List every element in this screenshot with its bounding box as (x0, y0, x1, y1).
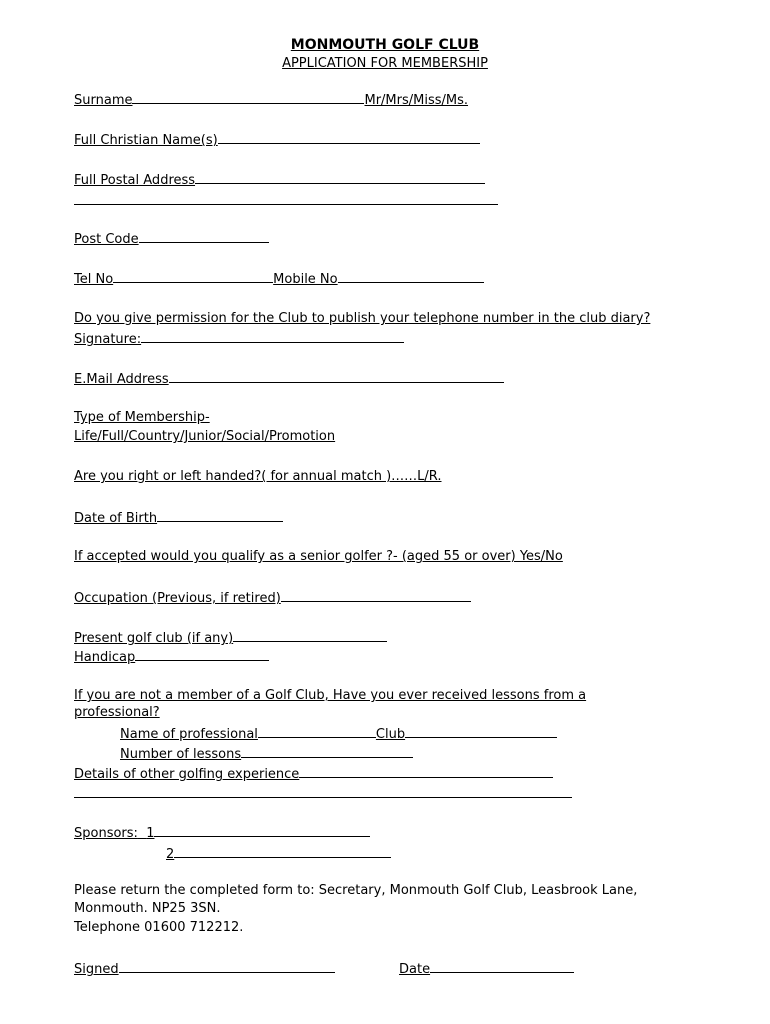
professional-club-field[interactable] (405, 725, 557, 738)
other-experience-label: Details of other golfing experience (74, 767, 300, 782)
handedness-question[interactable]: Are you right or left handed?( for annual match )……L/R. (74, 469, 442, 484)
lessons-count-label: Number of lessons (120, 747, 242, 762)
signature-row (74, 330, 404, 348)
other-experience-field[interactable] (299, 765, 553, 778)
publish-permission-question: Do you give permission for the Club to publish your telephone number in the club diary? (74, 311, 651, 326)
present-club-row (74, 629, 387, 647)
mobile-label: Mobile No (273, 272, 338, 287)
post-code-label: Post Code (74, 232, 139, 247)
membership-options[interactable]: Life/Full/Country/Junior/Social/Promotion (74, 429, 336, 444)
form-title: APPLICATION FOR MEMBERSHIP (282, 56, 488, 71)
surname-row (74, 91, 468, 109)
post-code-row (74, 230, 269, 248)
post-code-field[interactable] (139, 230, 269, 243)
professional-name-label: Name of professional (120, 727, 258, 742)
title-options: Mr/Mrs/Miss/Ms. (364, 93, 469, 108)
other-experience-line-2[interactable] (74, 797, 572, 798)
email-label: E.Mail Address (74, 372, 169, 387)
postal-address-line-2[interactable] (74, 204, 498, 205)
sponsor-2-field[interactable] (174, 845, 391, 858)
date-field[interactable] (430, 960, 574, 973)
tel-label: Tel No (74, 272, 114, 287)
senior-question[interactable]: If accepted would you qualify as a senior golfer ?- (aged 55 or over) Yes/No (74, 549, 563, 564)
professional-row (120, 725, 557, 743)
lessons-question-line-1: If you are not a member of a Golf Club, Have you ever received lessons from a (74, 688, 587, 703)
dob-label: Date of Birth (74, 511, 158, 526)
handicap-row (74, 648, 269, 666)
other-experience-row (74, 765, 553, 783)
professional-name-field[interactable] (258, 725, 376, 738)
surname-label: Surname (74, 93, 133, 108)
christian-names-row (74, 131, 480, 149)
surname-field[interactable] (132, 91, 364, 104)
sponsor-1-row (74, 824, 370, 842)
signed-field[interactable] (119, 960, 335, 973)
postal-address-field[interactable] (195, 171, 485, 184)
signed-label: Signed (74, 962, 119, 977)
sponsor-1-field[interactable] (154, 824, 370, 837)
handicap-label: Handicap (74, 650, 136, 665)
lessons-count-row (120, 745, 413, 763)
sponsors-label: Sponsors: (74, 826, 138, 841)
signature-field[interactable] (141, 330, 404, 343)
present-club-field[interactable] (233, 629, 387, 642)
christian-names-field[interactable] (218, 131, 480, 144)
membership-type-label: Type of Membership- (74, 410, 210, 425)
return-instructions-line-2: Monmouth. NP25 3SN. (74, 901, 221, 916)
mobile-field[interactable] (338, 270, 484, 283)
club-name: MONMOUTH GOLF CLUB (290, 37, 480, 53)
email-row (74, 370, 504, 388)
christian-names-label: Full Christian Name(s) (74, 133, 218, 148)
tel-field[interactable] (113, 270, 273, 283)
date-row (399, 960, 574, 978)
telephone-line: Telephone 01600 712212. (74, 920, 244, 935)
sponsor-2-number: 2 (166, 847, 175, 862)
lessons-question-line-2: professional? (74, 705, 160, 720)
sponsor-1-number: 1 (146, 826, 155, 841)
lessons-count-field[interactable] (241, 745, 413, 758)
professional-club-label: Club (375, 727, 406, 742)
dob-row (74, 509, 283, 527)
signature-label: Signature: (74, 332, 142, 347)
dob-field[interactable] (157, 509, 283, 522)
return-instructions-line-1: Please return the completed form to: Secretary, Monmouth Golf Club, Leasbrook Lane, (74, 883, 638, 898)
date-label: Date (399, 962, 431, 977)
handicap-field[interactable] (135, 648, 269, 661)
present-club-label: Present golf club (if any) (74, 631, 234, 646)
sponsor-2-row (166, 845, 391, 863)
postal-address-row (74, 171, 485, 189)
phone-row (74, 270, 484, 288)
occupation-label: Occupation (Previous, if retired) (74, 591, 281, 606)
postal-address-label: Full Postal Address (74, 173, 196, 188)
email-field[interactable] (169, 370, 504, 383)
signed-row (74, 960, 335, 978)
occupation-field[interactable] (281, 589, 471, 602)
occupation-row (74, 589, 471, 607)
